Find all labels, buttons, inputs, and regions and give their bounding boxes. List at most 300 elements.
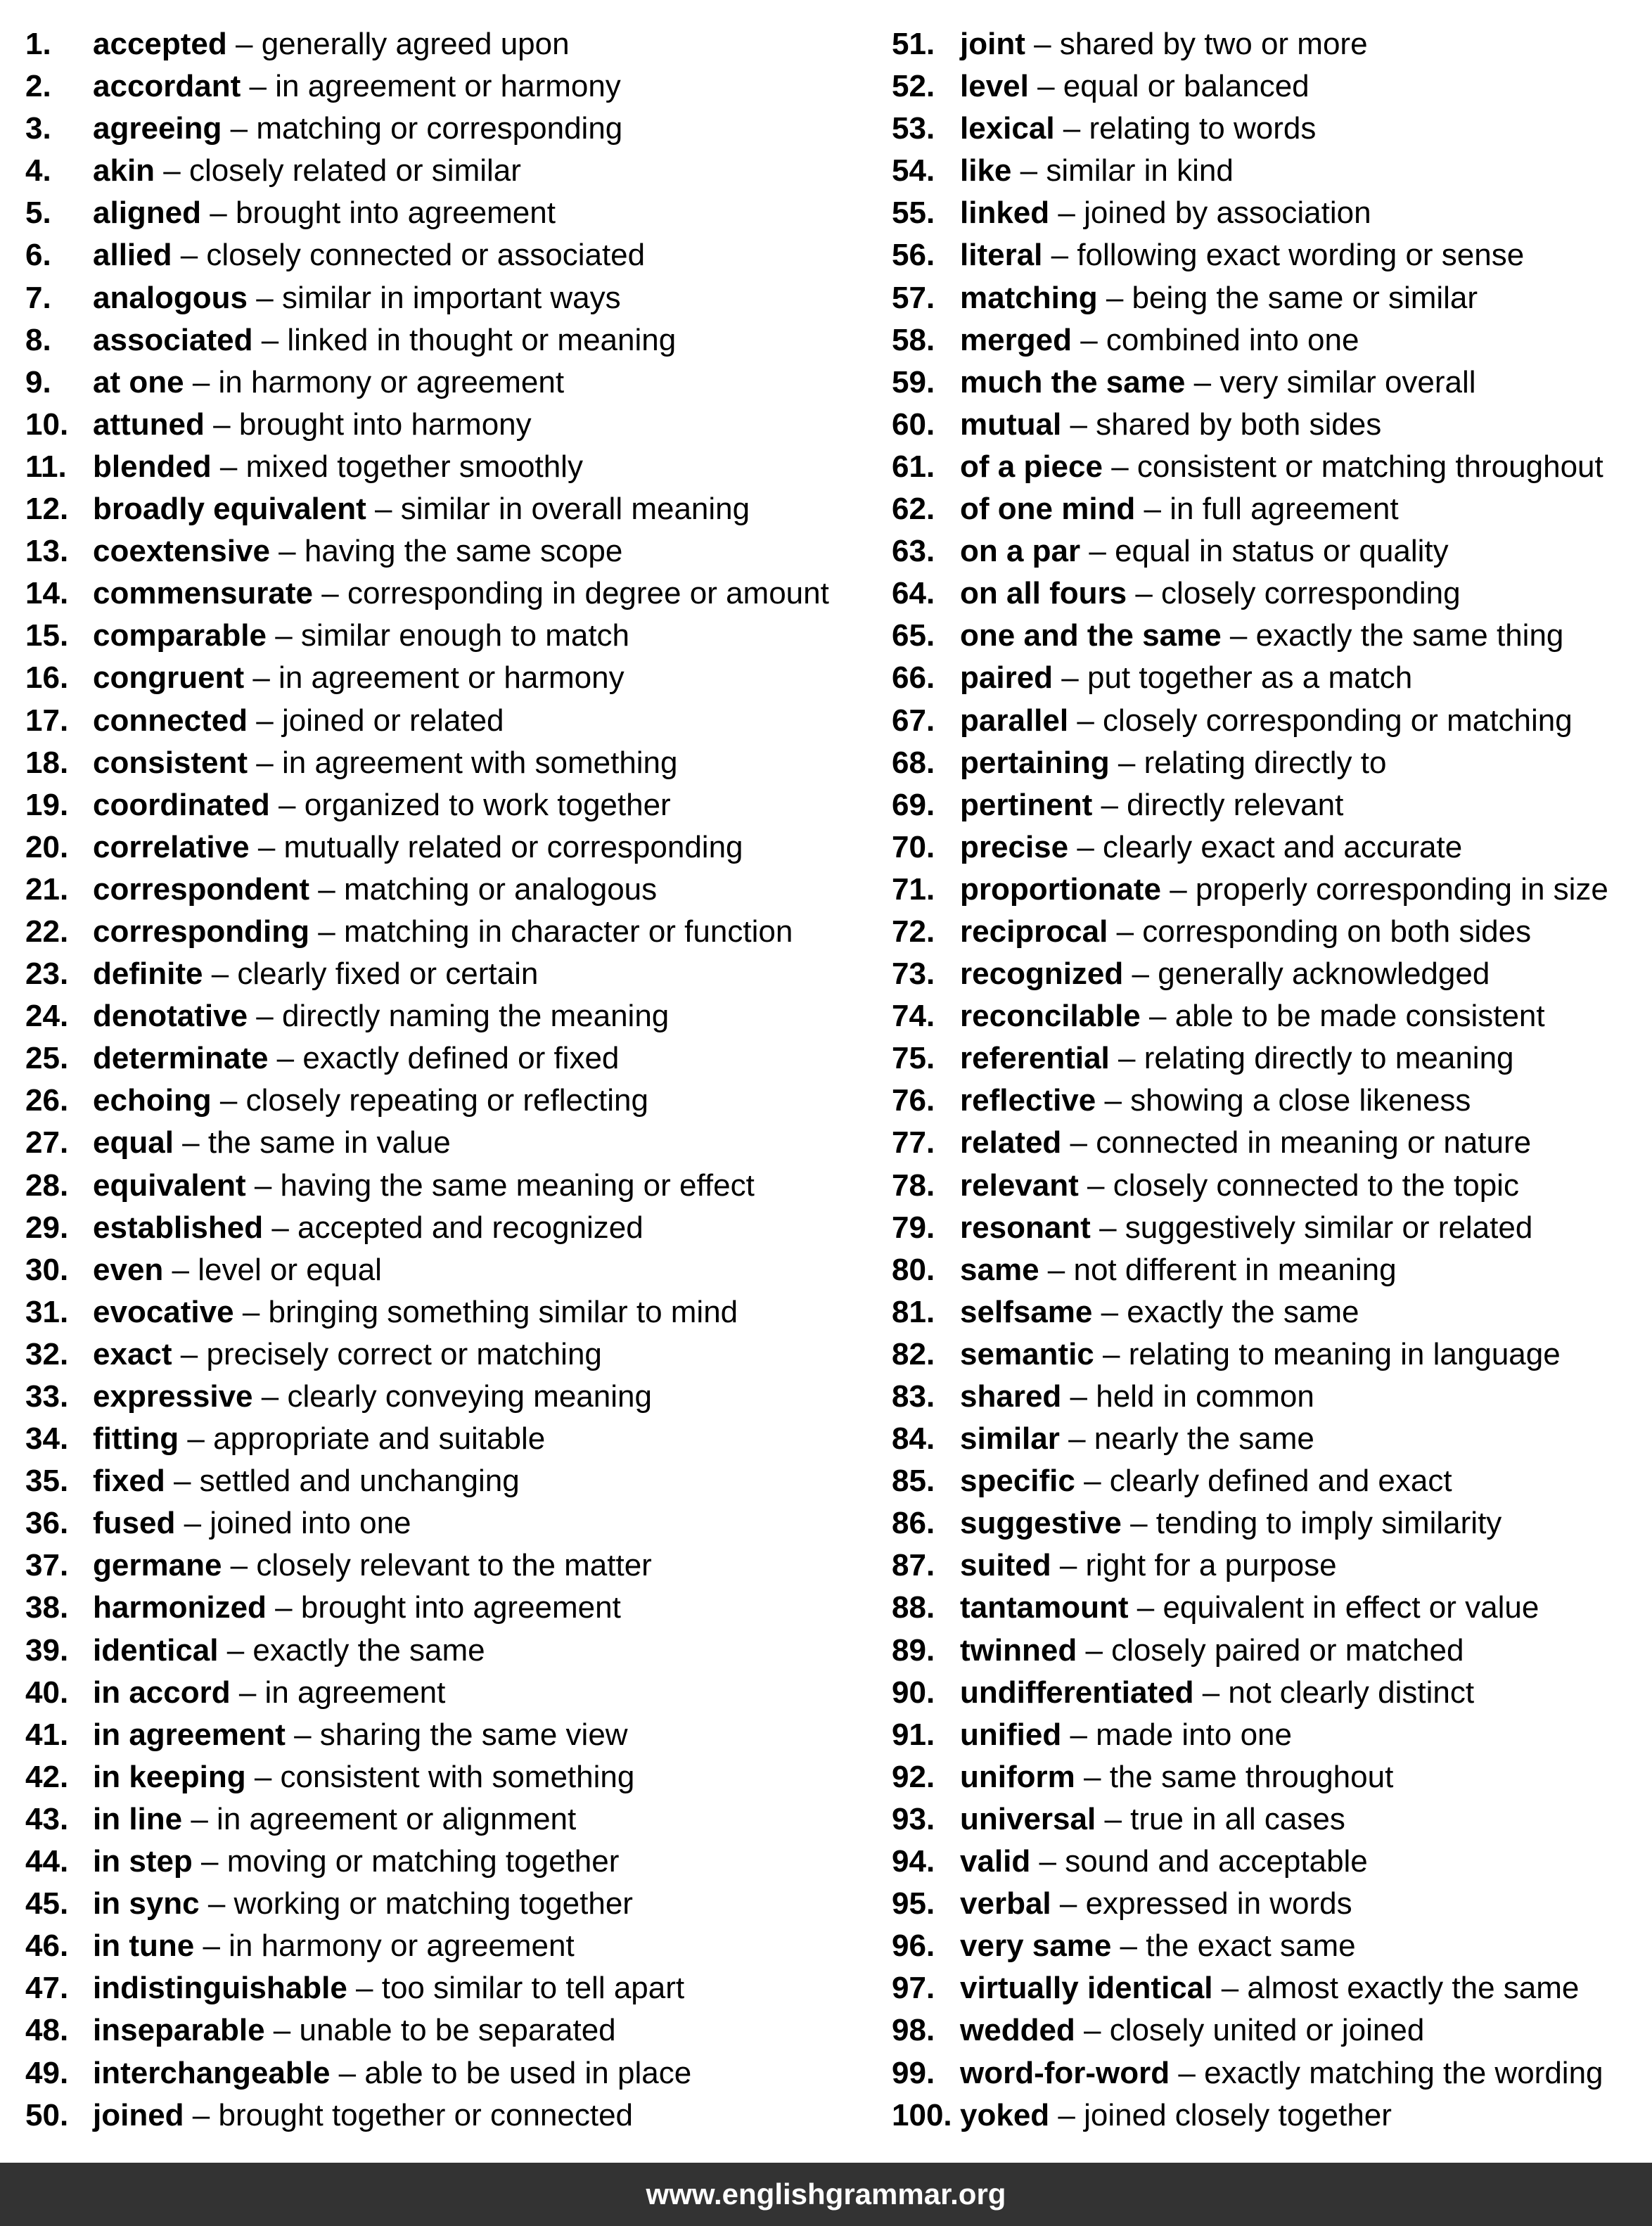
item-definition: – relating directly to meaning — [1118, 1041, 1514, 1076]
list-item — [892, 1883, 1652, 1925]
list-item — [25, 1037, 855, 1080]
list-item — [25, 573, 855, 615]
item-term: accepted — [93, 27, 227, 61]
list-item — [892, 1798, 1652, 1841]
list-item — [25, 1502, 855, 1544]
item-definition: – in harmony or agreement — [192, 364, 565, 399]
item-number: 36. — [25, 1506, 69, 1541]
item-term: pertaining — [960, 745, 1110, 780]
item-definition: – matching or analogous — [318, 871, 658, 907]
item-term: reflective — [960, 1083, 1096, 1118]
item-definition: – exactly matching the wording — [1178, 2055, 1603, 2090]
item-number: 53. — [892, 111, 935, 146]
item-definition: – showing a close likeness — [1104, 1083, 1471, 1118]
item-term: comparable — [93, 618, 267, 653]
list-item — [25, 911, 855, 953]
item-definition: – almost exactly the same — [1221, 1971, 1580, 2006]
footer-banner — [0, 2163, 1652, 2226]
item-term: uniform — [960, 1759, 1075, 1794]
item-definition: – matching or corresponding — [230, 111, 623, 146]
item-definition: – exactly the same — [1101, 1294, 1359, 1329]
list-item — [892, 911, 1652, 953]
item-definition: – nearly the same — [1068, 1421, 1314, 1457]
item-number: 28. — [25, 1168, 69, 1203]
item-number: 8. — [25, 322, 51, 357]
item-term: fixed — [93, 1464, 165, 1499]
item-number: 85. — [892, 1464, 935, 1499]
item-definition: – matching in character or function — [318, 914, 793, 949]
item-term: much the same — [960, 364, 1186, 399]
item-number: 62. — [892, 492, 935, 527]
item-term: expressive — [93, 1379, 253, 1414]
item-definition: – closely united or joined — [1084, 2013, 1425, 2048]
item-definition: – corresponding in degree or amount — [321, 576, 829, 611]
item-term: inseparable — [93, 2013, 265, 2048]
item-definition: – in agreement — [238, 1675, 446, 1710]
item-number: 45. — [25, 1886, 69, 1921]
list-item — [25, 700, 855, 742]
item-number: 22. — [25, 914, 69, 949]
item-term: fused — [93, 1506, 176, 1541]
item-definition: – having the same scope — [278, 534, 623, 569]
item-definition: – mixed together smoothly — [219, 449, 583, 484]
list-item — [25, 1333, 855, 1376]
list-item — [25, 1249, 855, 1291]
item-definition: – suggestively similar or related — [1099, 1210, 1533, 1245]
list-item — [25, 784, 855, 826]
list-item — [25, 446, 855, 488]
item-number: 34. — [25, 1421, 69, 1457]
item-number: 19. — [25, 787, 69, 822]
item-definition: – closely related or similar — [163, 153, 521, 188]
list-item — [25, 1460, 855, 1502]
item-number: 69. — [892, 787, 935, 822]
item-term: joint — [960, 27, 1025, 61]
item-number: 23. — [25, 957, 69, 992]
item-definition: – exactly the same thing — [1229, 618, 1564, 653]
item-term: in tune — [93, 1928, 195, 1964]
item-number: 88. — [892, 1590, 935, 1625]
footer-url[interactable]: www.englishgrammar.org — [646, 2177, 1006, 2211]
item-number: 78. — [892, 1168, 935, 1203]
item-definition: – in agreement or harmony — [252, 660, 625, 696]
item-definition: – made into one — [1070, 1717, 1292, 1752]
item-definition: – clearly fixed or certain — [211, 957, 539, 992]
item-term: recognized — [960, 957, 1124, 992]
item-number: 16. — [25, 660, 69, 696]
list-item — [892, 615, 1652, 657]
item-definition: – in agreement or alignment — [191, 1801, 577, 1836]
list-item — [25, 1544, 855, 1587]
list-item — [892, 1291, 1652, 1333]
list-item — [25, 23, 855, 65]
item-definition: – shared by two or more — [1034, 27, 1368, 61]
list-item — [25, 1798, 855, 1841]
item-term: broadly equivalent — [93, 492, 366, 527]
item-term: even — [93, 1252, 164, 1287]
list-item — [892, 1080, 1652, 1122]
list-item — [25, 319, 855, 362]
item-definition: – joined into one — [184, 1506, 411, 1541]
list-item — [892, 277, 1652, 319]
item-term: mutual — [960, 407, 1062, 442]
list-item — [25, 1841, 855, 1883]
list-item — [892, 1418, 1652, 1460]
item-number: 7. — [25, 280, 51, 315]
item-number: 84. — [892, 1421, 935, 1457]
list-item — [25, 1376, 855, 1418]
item-definition: – corresponding on both sides — [1116, 914, 1532, 949]
item-number: 52. — [892, 69, 935, 104]
item-number: 20. — [25, 829, 69, 864]
list-item — [892, 1037, 1652, 1080]
item-definition: – too similar to tell apart — [356, 1971, 685, 2006]
list-item — [25, 1587, 855, 1629]
word-list — [0, 23, 1652, 2130]
item-definition: – generally acknowledged — [1132, 957, 1490, 992]
item-definition: – relating directly to — [1118, 745, 1387, 780]
item-term: commensurate — [93, 576, 314, 611]
list-item — [892, 1925, 1652, 1967]
item-definition: – joined by association — [1058, 196, 1371, 231]
item-term: interchangeable — [93, 2055, 331, 2090]
list-item — [892, 404, 1652, 446]
item-term: wedded — [960, 2013, 1075, 2048]
item-number: 60. — [892, 407, 935, 442]
item-definition: – tending to imply similarity — [1130, 1506, 1502, 1541]
list-item — [25, 657, 855, 699]
item-term: coextensive — [93, 534, 270, 569]
list-item — [25, 1883, 855, 1925]
item-term: matching — [960, 280, 1098, 315]
list-item — [25, 488, 855, 530]
item-number: 95. — [892, 1886, 935, 1921]
item-definition: – similar in overall meaning — [375, 492, 750, 527]
item-number: 66. — [892, 660, 935, 696]
item-definition: – put together as a match — [1061, 660, 1413, 696]
item-term: accordant — [93, 69, 241, 104]
item-term: denotative — [93, 999, 248, 1034]
item-definition: – properly corresponding in size — [1170, 871, 1608, 907]
item-number: 37. — [25, 1548, 69, 1583]
item-term: congruent — [93, 660, 245, 696]
list-item — [892, 446, 1652, 488]
list-item — [25, 234, 855, 276]
item-definition: – joined or related — [256, 703, 504, 738]
list-item — [892, 65, 1652, 108]
item-definition: – brought together or connected — [192, 2097, 634, 2132]
item-definition: – the same throughout — [1084, 1759, 1394, 1794]
item-number: 96. — [892, 1928, 935, 1964]
item-number: 1. — [25, 27, 51, 61]
item-number: 65. — [892, 618, 935, 653]
item-term: merged — [960, 322, 1072, 357]
item-term: correspondent — [93, 871, 310, 907]
item-definition: – joined closely together — [1058, 2097, 1392, 2132]
list-item — [892, 150, 1652, 192]
list-item — [892, 826, 1652, 869]
item-number: 24. — [25, 999, 69, 1034]
item-definition: – similar in important ways — [256, 280, 621, 315]
item-number: 39. — [25, 1632, 69, 1668]
item-term: on a par — [960, 534, 1081, 569]
item-definition: – brought into harmony — [213, 407, 532, 442]
list-item — [892, 1207, 1652, 1249]
list-item — [25, 1925, 855, 1967]
list-item — [25, 1291, 855, 1333]
item-term: suited — [960, 1548, 1051, 1583]
item-term: blended — [93, 449, 212, 484]
item-number: 11. — [25, 449, 67, 484]
item-number: 41. — [25, 1717, 69, 1752]
item-definition: – clearly defined and exact — [1084, 1464, 1452, 1499]
item-definition: – closely corresponding — [1135, 576, 1461, 611]
item-term: consistent — [93, 745, 248, 780]
list-item — [892, 573, 1652, 615]
item-definition: – closely relevant to the matter — [230, 1548, 652, 1583]
item-term: in sync — [93, 1886, 200, 1921]
list-item — [892, 1630, 1652, 1672]
item-term: exact — [93, 1336, 172, 1371]
item-term: determinate — [93, 1041, 269, 1076]
item-term: literal — [960, 238, 1043, 273]
item-term: echoing — [93, 1083, 212, 1118]
item-definition: – linked in thought or meaning — [261, 322, 677, 357]
item-number: 80. — [892, 1252, 935, 1287]
item-number: 73. — [892, 957, 935, 992]
item-term: like — [960, 153, 1012, 188]
item-definition: – equal or balanced — [1037, 69, 1310, 104]
item-term: fitting — [93, 1421, 179, 1457]
item-term: identical — [93, 1632, 219, 1668]
item-number: 59. — [892, 364, 935, 399]
item-definition: – expressed in words — [1059, 1886, 1352, 1921]
list-item — [25, 150, 855, 192]
item-definition: – closely paired or matched — [1085, 1632, 1464, 1668]
list-item — [892, 2094, 1652, 2137]
item-number: 71. — [892, 871, 935, 907]
item-term: valid — [960, 1844, 1031, 1879]
list-item — [892, 1249, 1652, 1291]
item-definition: – combined into one — [1080, 322, 1359, 357]
item-number: 72. — [892, 914, 935, 949]
item-number: 18. — [25, 745, 69, 780]
item-number: 57. — [892, 280, 935, 315]
item-number: 46. — [25, 1928, 69, 1964]
list-item — [25, 1714, 855, 1756]
item-number: 30. — [25, 1252, 69, 1287]
item-term: connected — [93, 703, 248, 738]
item-number: 70. — [892, 829, 935, 864]
list-item — [892, 2009, 1652, 2052]
list-item — [892, 742, 1652, 784]
item-definition: – relating to words — [1063, 111, 1317, 146]
list-item — [25, 277, 855, 319]
list-item — [25, 1207, 855, 1249]
list-item — [892, 995, 1652, 1037]
item-definition: – the same in value — [182, 1125, 451, 1160]
item-number: 89. — [892, 1632, 935, 1668]
item-definition: – closely repeating or reflecting — [219, 1083, 648, 1118]
item-number: 68. — [892, 745, 935, 780]
item-term: at one — [93, 364, 184, 399]
item-definition: – sharing the same view — [294, 1717, 628, 1752]
item-definition: – brought into agreement — [275, 1590, 621, 1625]
item-term: referential — [960, 1041, 1110, 1076]
list-item — [892, 23, 1652, 65]
item-term: reconcilable — [960, 999, 1141, 1034]
item-number: 81. — [892, 1294, 935, 1329]
item-number: 15. — [25, 618, 69, 653]
item-number: 77. — [892, 1125, 935, 1160]
item-number: 76. — [892, 1083, 935, 1118]
list-item — [25, 1756, 855, 1798]
item-number: 90. — [892, 1675, 935, 1710]
item-definition: – not clearly distinct — [1202, 1675, 1475, 1710]
item-definition: – in full agreement — [1144, 492, 1399, 527]
list-item — [892, 319, 1652, 362]
item-definition: – accepted and recognized — [271, 1210, 643, 1245]
item-number: 48. — [25, 2013, 69, 2048]
item-term: resonant — [960, 1210, 1091, 1245]
item-definition: – bringing something similar to mind — [242, 1294, 738, 1329]
list-item — [892, 700, 1652, 742]
list-item — [892, 1502, 1652, 1544]
list-item — [25, 2052, 855, 2094]
item-definition: – precisely correct or matching — [180, 1336, 602, 1371]
item-definition: – in agreement or harmony — [249, 69, 621, 104]
list-item — [892, 1376, 1652, 1418]
item-term: germane — [93, 1548, 222, 1583]
list-item — [892, 1544, 1652, 1587]
item-number: 79. — [892, 1210, 935, 1245]
item-term: established — [93, 1210, 264, 1245]
item-number: 44. — [25, 1844, 69, 1879]
list-item — [25, 404, 855, 446]
item-number: 43. — [25, 1801, 69, 1836]
item-definition: – consistent with something — [254, 1759, 635, 1794]
item-definition: – appropriate and suitable — [187, 1421, 546, 1457]
item-definition: – brought into agreement — [210, 196, 556, 231]
list-item — [25, 65, 855, 108]
item-term: related — [960, 1125, 1062, 1160]
item-term: parallel — [960, 703, 1069, 738]
item-definition: – able to be used in place — [338, 2055, 692, 2090]
item-number: 9. — [25, 364, 51, 399]
list-item — [892, 1122, 1652, 1164]
item-number: 42. — [25, 1759, 69, 1794]
item-definition: – not different in meaning — [1047, 1252, 1397, 1287]
item-definition: – clearly conveying meaning — [261, 1379, 652, 1414]
item-term: attuned — [93, 407, 205, 442]
list-item — [25, 362, 855, 404]
item-number: 100. — [892, 2097, 952, 2132]
item-definition: – closely connected or associated — [180, 238, 646, 273]
item-term: undifferentiated — [960, 1675, 1194, 1710]
item-term: one and the same — [960, 618, 1222, 653]
list-item — [25, 1672, 855, 1714]
item-term: of one mind — [960, 492, 1136, 527]
item-number: 58. — [892, 322, 935, 357]
item-number: 4. — [25, 153, 51, 188]
item-term: evocative — [93, 1294, 234, 1329]
item-term: paired — [960, 660, 1054, 696]
item-definition: – exactly the same — [226, 1632, 485, 1668]
item-number: 67. — [892, 703, 935, 738]
item-number: 26. — [25, 1083, 69, 1118]
item-term: tantamount — [960, 1590, 1129, 1625]
item-definition: – similar in kind — [1020, 153, 1234, 188]
list-item — [25, 1122, 855, 1164]
list-item — [892, 1587, 1652, 1629]
item-definition: – following exact wording or sense — [1051, 238, 1525, 273]
item-definition: – equivalent in effect or value — [1136, 1590, 1539, 1625]
item-definition: – the exact same — [1120, 1928, 1356, 1964]
item-definition: – clearly exact and accurate — [1077, 829, 1463, 864]
list-item — [892, 1756, 1652, 1798]
item-definition: – in harmony or agreement — [203, 1928, 575, 1964]
item-definition: – level or equal — [172, 1252, 382, 1287]
item-term: linked — [960, 196, 1050, 231]
item-definition: – having the same meaning or effect — [254, 1168, 755, 1203]
item-definition: – directly relevant — [1101, 787, 1344, 822]
item-number: 17. — [25, 703, 69, 738]
item-number: 49. — [25, 2055, 69, 2090]
item-number: 35. — [25, 1464, 69, 1499]
list-item — [25, 1967, 855, 2009]
item-number: 10. — [25, 407, 69, 442]
item-number: 3. — [25, 111, 51, 146]
item-number: 31. — [25, 1294, 69, 1329]
list-item — [892, 1841, 1652, 1883]
item-term: of a piece — [960, 449, 1103, 484]
item-number: 12. — [25, 492, 69, 527]
item-number: 13. — [25, 534, 69, 569]
item-term: aligned — [93, 196, 202, 231]
item-number: 99. — [892, 2055, 935, 2090]
item-number: 6. — [25, 238, 51, 273]
item-term: corresponding — [93, 914, 310, 949]
item-number: 32. — [25, 1336, 69, 1371]
item-number: 94. — [892, 1844, 935, 1879]
list-item — [892, 953, 1652, 995]
list-item — [892, 1672, 1652, 1714]
list-item — [25, 1418, 855, 1460]
item-number: 33. — [25, 1379, 69, 1414]
list-item — [25, 2009, 855, 2052]
item-number: 51. — [892, 27, 935, 61]
item-term: on all fours — [960, 576, 1127, 611]
item-term: akin — [93, 153, 155, 188]
list-item — [892, 1460, 1652, 1502]
item-definition: – organized to work together — [278, 787, 671, 822]
item-term: agreeing — [93, 111, 222, 146]
item-term: word-for-word — [960, 2055, 1170, 2090]
list-item — [892, 362, 1652, 404]
list-item — [25, 530, 855, 573]
item-definition: – true in all cases — [1104, 1801, 1345, 1836]
item-term: indistinguishable — [93, 1971, 347, 2006]
item-definition: – held in common — [1070, 1379, 1314, 1414]
list-item — [25, 2094, 855, 2137]
item-term: analogous — [93, 280, 248, 315]
word-list-column-left — [25, 23, 855, 2137]
item-definition: – unable to be separated — [273, 2013, 616, 2048]
item-number: 14. — [25, 576, 69, 611]
item-term: specific — [960, 1464, 1075, 1499]
item-term: universal — [960, 1801, 1096, 1836]
list-item — [892, 530, 1652, 573]
